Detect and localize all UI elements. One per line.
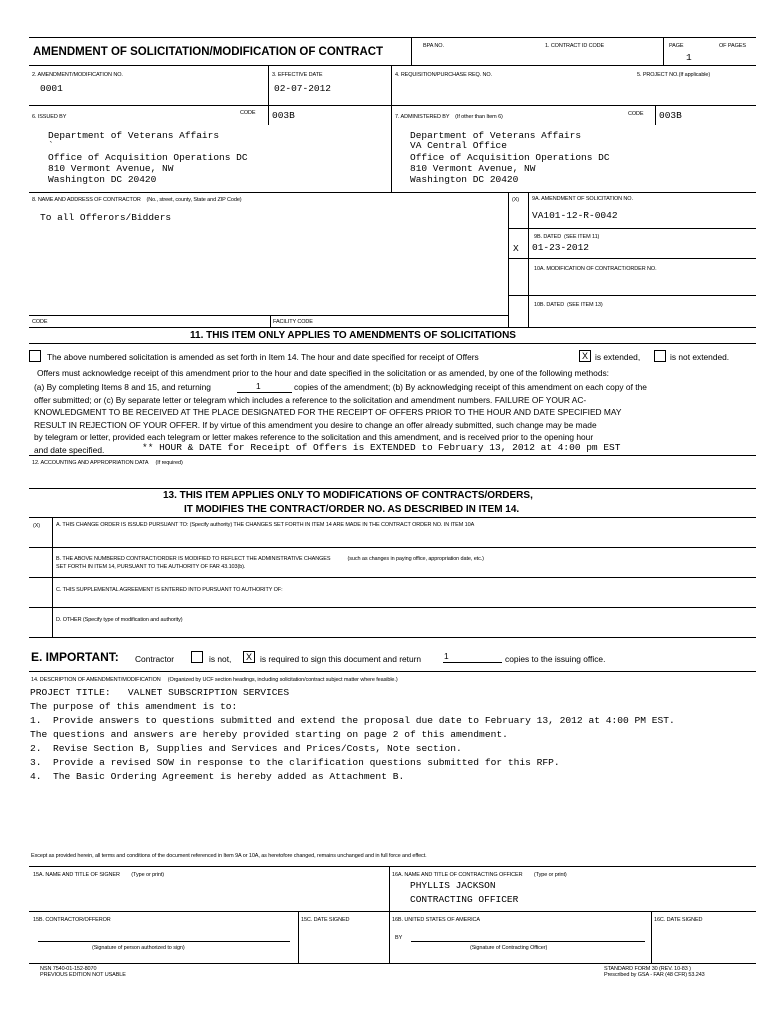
contractor-label (32, 197, 242, 203)
s13-item-d: D. OTHER (Specify type of modification and authority) (56, 617, 183, 623)
issued-line-1: Department of Veterans Affairs (48, 130, 220, 141)
date-signed-15c-label: 15C. DATE SIGNED (301, 917, 350, 923)
contractor-value: To all Offerors/Bidders (40, 212, 172, 223)
is-not-checkbox[interactable] (191, 651, 203, 663)
important-title: E. IMPORTANT: (31, 650, 119, 664)
contractor-label-note: (No., street, county, State and ZIP Code) (146, 197, 242, 203)
project-no-note: (If applicable) (678, 72, 711, 78)
description-line-2: The purpose of this amendment is to: (30, 701, 238, 712)
item-14-text: 14. DESCRIPTION OF AMENDMENT/MODIFICATION (31, 677, 161, 683)
description-line-4: The questions and answers are hereby provided starting on page 2 of this amendment. (30, 729, 508, 740)
prescribed-by: Prescribed by GSA - FAR (48 CFR) 53.243 (604, 972, 705, 978)
issued-code-value: 003B (272, 110, 295, 121)
extended-checkbox[interactable]: X (579, 350, 591, 362)
s13-item-b-text: B. THE ABOVE NUMBERED CONTRACT/ORDER IS MODIFIED TO REFLECT THE ADMINISTRATIVE CHANGES (56, 556, 331, 562)
section-11-title: 11. THIS ITEM ONLY APPLIES TO AMENDMENTS OF SOLICITATIONS (190, 330, 516, 341)
item-9b-label (534, 234, 599, 240)
admin-code-value: 003B (659, 110, 682, 121)
signer-label (33, 872, 164, 878)
is-required-checkbox[interactable]: X (243, 651, 255, 663)
admin-line-4: 810 Vermont Avenue, NW (410, 163, 536, 174)
section-13-title-1: 13. THIS ITEM APPLIES ONLY TO MODIFICATIONS OF CONTRACTS/ORDERS, (163, 490, 533, 501)
issued-line-3: Office of Acquisition Operations DC (48, 152, 248, 163)
except-text: Except as provided herein, all terms and conditions of the document referenced in Item 9A or 10A, as heretofore changed, remains unchanged and in full force and effect. (31, 853, 427, 859)
item-9b-x: X (513, 243, 519, 254)
return-copies-suffix: copies to the issuing office. (505, 654, 606, 664)
s11-line-4: offer submitted; or (c) By separate letter or telegram which includes a reference to the solicitation and amendment numbers. FAILURE OF YOUR AC- (34, 395, 587, 405)
previous-edition: PREVIOUS EDITION NOT USABLE (40, 972, 126, 978)
solicitation-amended-checkbox[interactable] (29, 350, 41, 362)
facility-code-label: FACILITY CODE (273, 319, 313, 325)
item-9b-value: 01-23-2012 (532, 242, 590, 253)
administered-by-label (395, 114, 503, 120)
s11-line-5: KNOWLEDGMENT TO BE RECEIVED AT THE PLACE DESIGNATED FOR THE RECEIPT OF OFFERS PRIOR TO THE HOUR AND DATE SPECIFIED MAY (34, 407, 622, 417)
effective-date-label: 3. EFFECTIVE DATE (272, 72, 323, 78)
contractor-offeror-label: 15B. CONTRACTOR/OFFEROR (33, 917, 111, 923)
bpa-no-label: BPA NO. (423, 43, 444, 49)
extended-label: is extended, (595, 352, 641, 362)
x-column-label: (X) (512, 197, 520, 203)
item-9a-value: VA101-12-R-0042 (532, 210, 618, 221)
project-no-label (637, 72, 710, 78)
description-line-6: 3. Provide a revised SOW in response to the clarification questions submitted for this RFP. (30, 757, 560, 768)
s11-line-2: Offers must acknowledge receipt of this amendment prior to the hour and date specified in the solicitation or as amended, by one of the following methods: (37, 368, 609, 378)
admin-line-1: Department of Veterans Affairs (410, 130, 582, 141)
issued-by-label: 6. ISSUED BY (32, 114, 67, 120)
not-extended-label: is not extended. (670, 352, 730, 362)
s11-line-8-date: February 13, 2012 at 4:00 pm EST (438, 442, 621, 453)
admin-line-3: Office of Acquisition Operations DC (410, 152, 610, 163)
date-signed-16c-label: 16C. DATE SIGNED (654, 917, 703, 923)
page-value: 1 (686, 52, 692, 63)
s13-x-label: (X) (33, 523, 41, 529)
page-label: PAGE (669, 43, 684, 49)
signer-type-print: (Type or print) (131, 872, 165, 878)
officer-label-text: 16A. NAME AND TITLE OF CONTRACTING OFFICER (392, 872, 523, 878)
of-pages-label: OF PAGES (719, 43, 746, 49)
effective-date-value: 02-07-2012 (274, 83, 332, 94)
description-line-5: 2. Revise Section B, Supplies and Services and Prices/Costs, Note section. (30, 743, 462, 754)
admin-line-2: VA Central Office (410, 140, 507, 151)
item-14-note: (Organized by UCF section headings, including solicitation/contract subject matter where feasible.) (167, 677, 398, 683)
contractor-signature-line[interactable] (38, 941, 290, 942)
officer-signature-caption: (Signature of Contracting Officer) (470, 945, 548, 951)
officer-type-print: (Type or print) (533, 872, 567, 878)
administered-by-note: (If other than Item 6) (455, 114, 503, 120)
item-9b-note: (SEE ITEM 11) (563, 234, 600, 240)
code-label: CODE (32, 319, 48, 325)
s11-line-3a: (a) By completing Items 8 and 15, and returning (34, 382, 211, 392)
not-extended-checkbox[interactable] (654, 350, 666, 362)
amendment-no-label: 2. AMENDMENT/MODIFICATION NO. (32, 72, 123, 78)
description-line-3: 1. Provide answers to questions submitted and extend the proposal due date to February 13, 2012 at 4:00 PM EST. (30, 715, 675, 726)
copies-value: 1 (256, 381, 261, 391)
s13-item-b-line-1 (56, 556, 484, 562)
accounting-label (32, 460, 183, 466)
person-signature-caption: (Signature of person authorized to sign) (92, 945, 185, 951)
administered-by-text: 7. ADMINISTERED BY (395, 114, 450, 120)
issued-line-4: 810 Vermont Avenue, NW (48, 163, 174, 174)
requisition-label: 4. REQUISITION/PURCHASE REQ. NO. (395, 72, 493, 78)
return-copies-value: 1 (444, 651, 449, 661)
admin-code-label: CODE (628, 111, 644, 117)
s13-item-a: A. THIS CHANGE ORDER IS ISSUED PURSUANT TO: (Specify authority) THE CHANGES SET FORTH IN ITEM 14 ARE MADE IN THE CONTRACT ORDER NO. IN ITEM 10A (56, 522, 475, 528)
contract-id-label: 1. CONTRACT ID CODE (545, 43, 605, 49)
s11-line-6: RESULT IN REJECTION OF YOUR OFFER. If by virtue of this amendment you desire to change an offer already submitted, such change may be made (34, 420, 597, 430)
form-title: AMENDMENT OF SOLICITATION/MODIFICATION OF CONTRACT (33, 46, 384, 58)
officer-label (392, 872, 567, 878)
contractor-label-text: 8. NAME AND ADDRESS OF CONTRACTOR (32, 197, 141, 203)
is-not-label: is not, (209, 654, 232, 664)
usa-label: 16B. UNITED STATES OF AMERICA (392, 917, 480, 923)
item-10b-text: 10B. DATED (534, 302, 565, 308)
s11-line-1: The above numbered solicitation is amended as set forth in Item 14. The hour and date specified for receipt of Offers (47, 352, 479, 362)
nsn-number: NSN 7540-01-152-8070 (40, 966, 97, 972)
item-9b-text: 9B. DATED (534, 234, 562, 240)
item-9a-label: 9A. AMENDMENT OF SOLICITATION NO. (532, 196, 633, 202)
s11-line-3b: copies of the amendment; (b) By acknowledging receipt of this amendment on each copy of the (294, 382, 647, 392)
s11-line-8: and date specified. (34, 445, 105, 455)
s11-line-8-extension: ** HOUR & DATE for Receipt of Offers is EXTENDED to (142, 442, 433, 453)
accounting-label-text: 12. ACCOUNTING AND APPROPRIATION DATA (32, 460, 149, 466)
section-13-title-2: IT MODIFIES THE CONTRACT/ORDER NO. AS DESCRIBED IN ITEM 14. (184, 504, 520, 515)
item-14-label (31, 677, 398, 683)
s11-line-7: by telegram or letter, provided each telegram or letter makes reference to the solicitation and this amendment, and is received prior to the opening hour (34, 432, 594, 442)
accounting-label-note: (If required) (155, 460, 183, 466)
s13-item-c: C. THIS SUPPLEMENTAL AGREEMENT IS ENTERED INTO PURSUANT TO AUTHORITY OF: (56, 587, 283, 593)
s13-item-b-note: (such as changes in paying office, appropriation date, etc.) (347, 556, 484, 562)
by-label: BY (395, 935, 403, 941)
description-line-1: PROJECT TITLE: VALNET SUBSCRIPTION SERVICES (30, 687, 290, 698)
is-required-label: is required to sign this document and return (260, 654, 422, 664)
s13-item-b-line-2: SET FORTH IN ITEM 14, PURSUANT TO THE AUTHORITY OF FAR 43.103(b). (56, 564, 246, 570)
officer-title: CONTRACTING OFFICER (410, 894, 519, 905)
item-10a-label: 10A. MODIFICATION OF CONTRACT/ORDER NO. (534, 266, 657, 272)
issued-line-5: Washington DC 20420 (48, 174, 157, 185)
admin-line-5: Washington DC 20420 (410, 174, 519, 185)
project-no-text: 5. PROJECT NO. (637, 72, 679, 78)
amendment-no-value: 0001 (40, 83, 63, 94)
officer-name: PHYLLIS JACKSON (410, 880, 496, 891)
officer-signature-line[interactable] (411, 941, 645, 942)
important-contractor: Contractor (135, 654, 175, 664)
item-10b-note: (SEE ITEM 13) (566, 302, 603, 308)
standard-form: STANDARD FORM 30 (REV. 10-83 ) (604, 966, 691, 972)
description-line-7: 4. The Basic Ordering Agreement is hereby added as Attachment B. (30, 771, 405, 782)
issued-code-label: CODE (240, 110, 256, 116)
signer-label-text: 15A. NAME AND TITLE OF SIGNER (33, 872, 120, 878)
item-10b-label (534, 302, 603, 308)
issued-line-2: ` (48, 140, 54, 151)
